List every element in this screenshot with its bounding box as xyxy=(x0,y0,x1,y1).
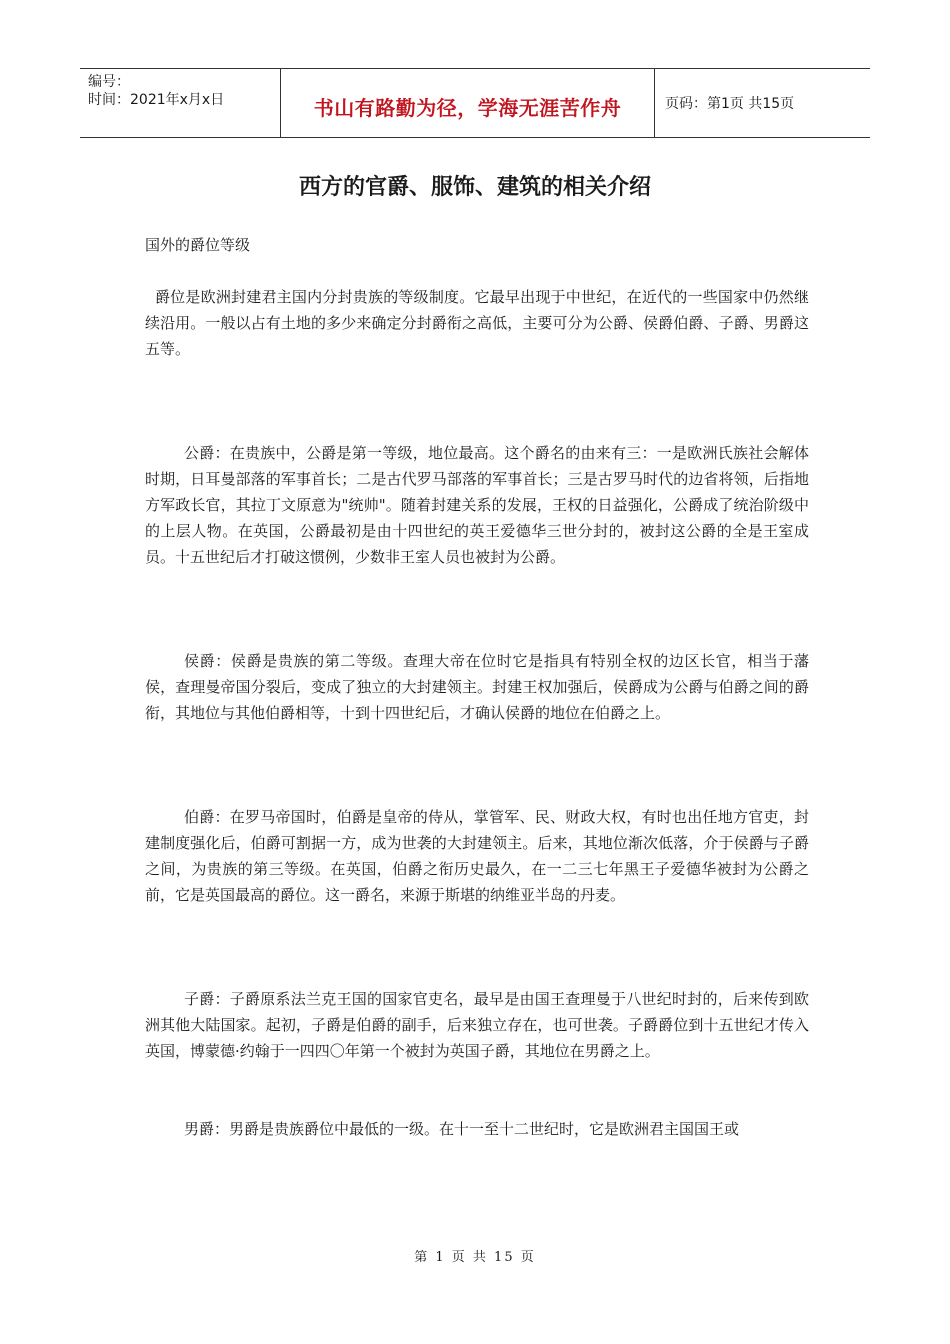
header-meta xyxy=(80,69,281,137)
document-body xyxy=(145,232,809,1142)
paragraph-duke: 公爵：在贵族中，公爵是第一等级，地位最高。这个爵名的由来有三：一是欧洲氏族社会解体时期，日耳曼部落的军事首长；二是古代罗马部落的军事首长；三是古罗马时代的边省将领，后指地方军政长官，其拉丁文原意为"统帅"。随着封建关系的发展，王权的日益强化，公爵成了统治阶级中的上层人物。在英国，公爵最初是由十四世纪的英王爱德华三世分封的，被封这公爵的全是王室成员。十五世纪后才打破这惯例，少数非王室人员也被封为公爵。 xyxy=(145,444,809,566)
page-footer: 第 1 页 共 15 页 xyxy=(414,1250,536,1265)
paragraph-viscount: 子爵：子爵原系法兰克王国的国家官吏名，最早是由国王查理曼于八世纪时封的，后来传到欧洲其他大陆国家。起初，子爵是伯爵的副手，后来独立存在，也可世袭。子爵爵位到十五世纪才传入英国，博蒙德·约翰于一四四〇年第一个被封为英国子爵，其地位在男爵之上。 xyxy=(145,990,809,1060)
paragraph-intro: 爵位是欧洲封建君主国内分封贵族的等级制度。它最早出现于中世纪，在近代的一些国家中仍然继续沿用。一般以占有土地的多少来确定分封爵衔之高低，主要可分为公爵、侯爵伯爵、子爵、男爵这五等。 xyxy=(145,288,809,358)
paragraph-baron: 男爵：男爵是贵族爵位中最低的一级。在十一至十二世纪时，它是欧洲君主国国王或 xyxy=(184,1120,740,1138)
paragraph-marquis: 侯爵：侯爵是贵族的第二等级。查理大帝在位时它是指具有特别全权的边区长官，相当于藩侯，查理曼帝国分裂后，变成了独立的大封建领主。封建王权加强后，侯爵成为公爵与伯爵之间的爵衔，其地位与其他伯爵相等，十到十四世纪后，才确认侯爵的地位在伯爵之上。 xyxy=(145,652,809,722)
document-title: 西方的官爵、服饰、建筑的相关介绍 xyxy=(298,175,651,200)
section-subheading: 国外的爵位等级 xyxy=(145,236,251,254)
time-label: 时间：2021年x月x日 xyxy=(88,92,225,108)
header-motto: 书山有路勤为径，学海无涯苦作舟 xyxy=(281,69,655,137)
header-page-info: 页码：第1页 共15页 xyxy=(665,96,795,112)
paragraph-earl: 伯爵：在罗马帝国时，伯爵是皇帝的侍从，掌管军、民、财政大权，有时也出任地方官吏，封建制度强化后，伯爵可割据一方，成为世袭的大封建领主。后来，其地位渐次低落，介于侯爵与子爵之间，为贵族的第三等级。在英国，伯爵之衔历史最久，在一二三七年黑王子爱德华被封为公爵之前，它是英国最高的爵位。这一爵名，来源于斯堪的纳维亚半岛的丹麦。 xyxy=(145,808,809,904)
number-label: 编号： xyxy=(88,74,130,90)
document-header xyxy=(80,68,870,138)
